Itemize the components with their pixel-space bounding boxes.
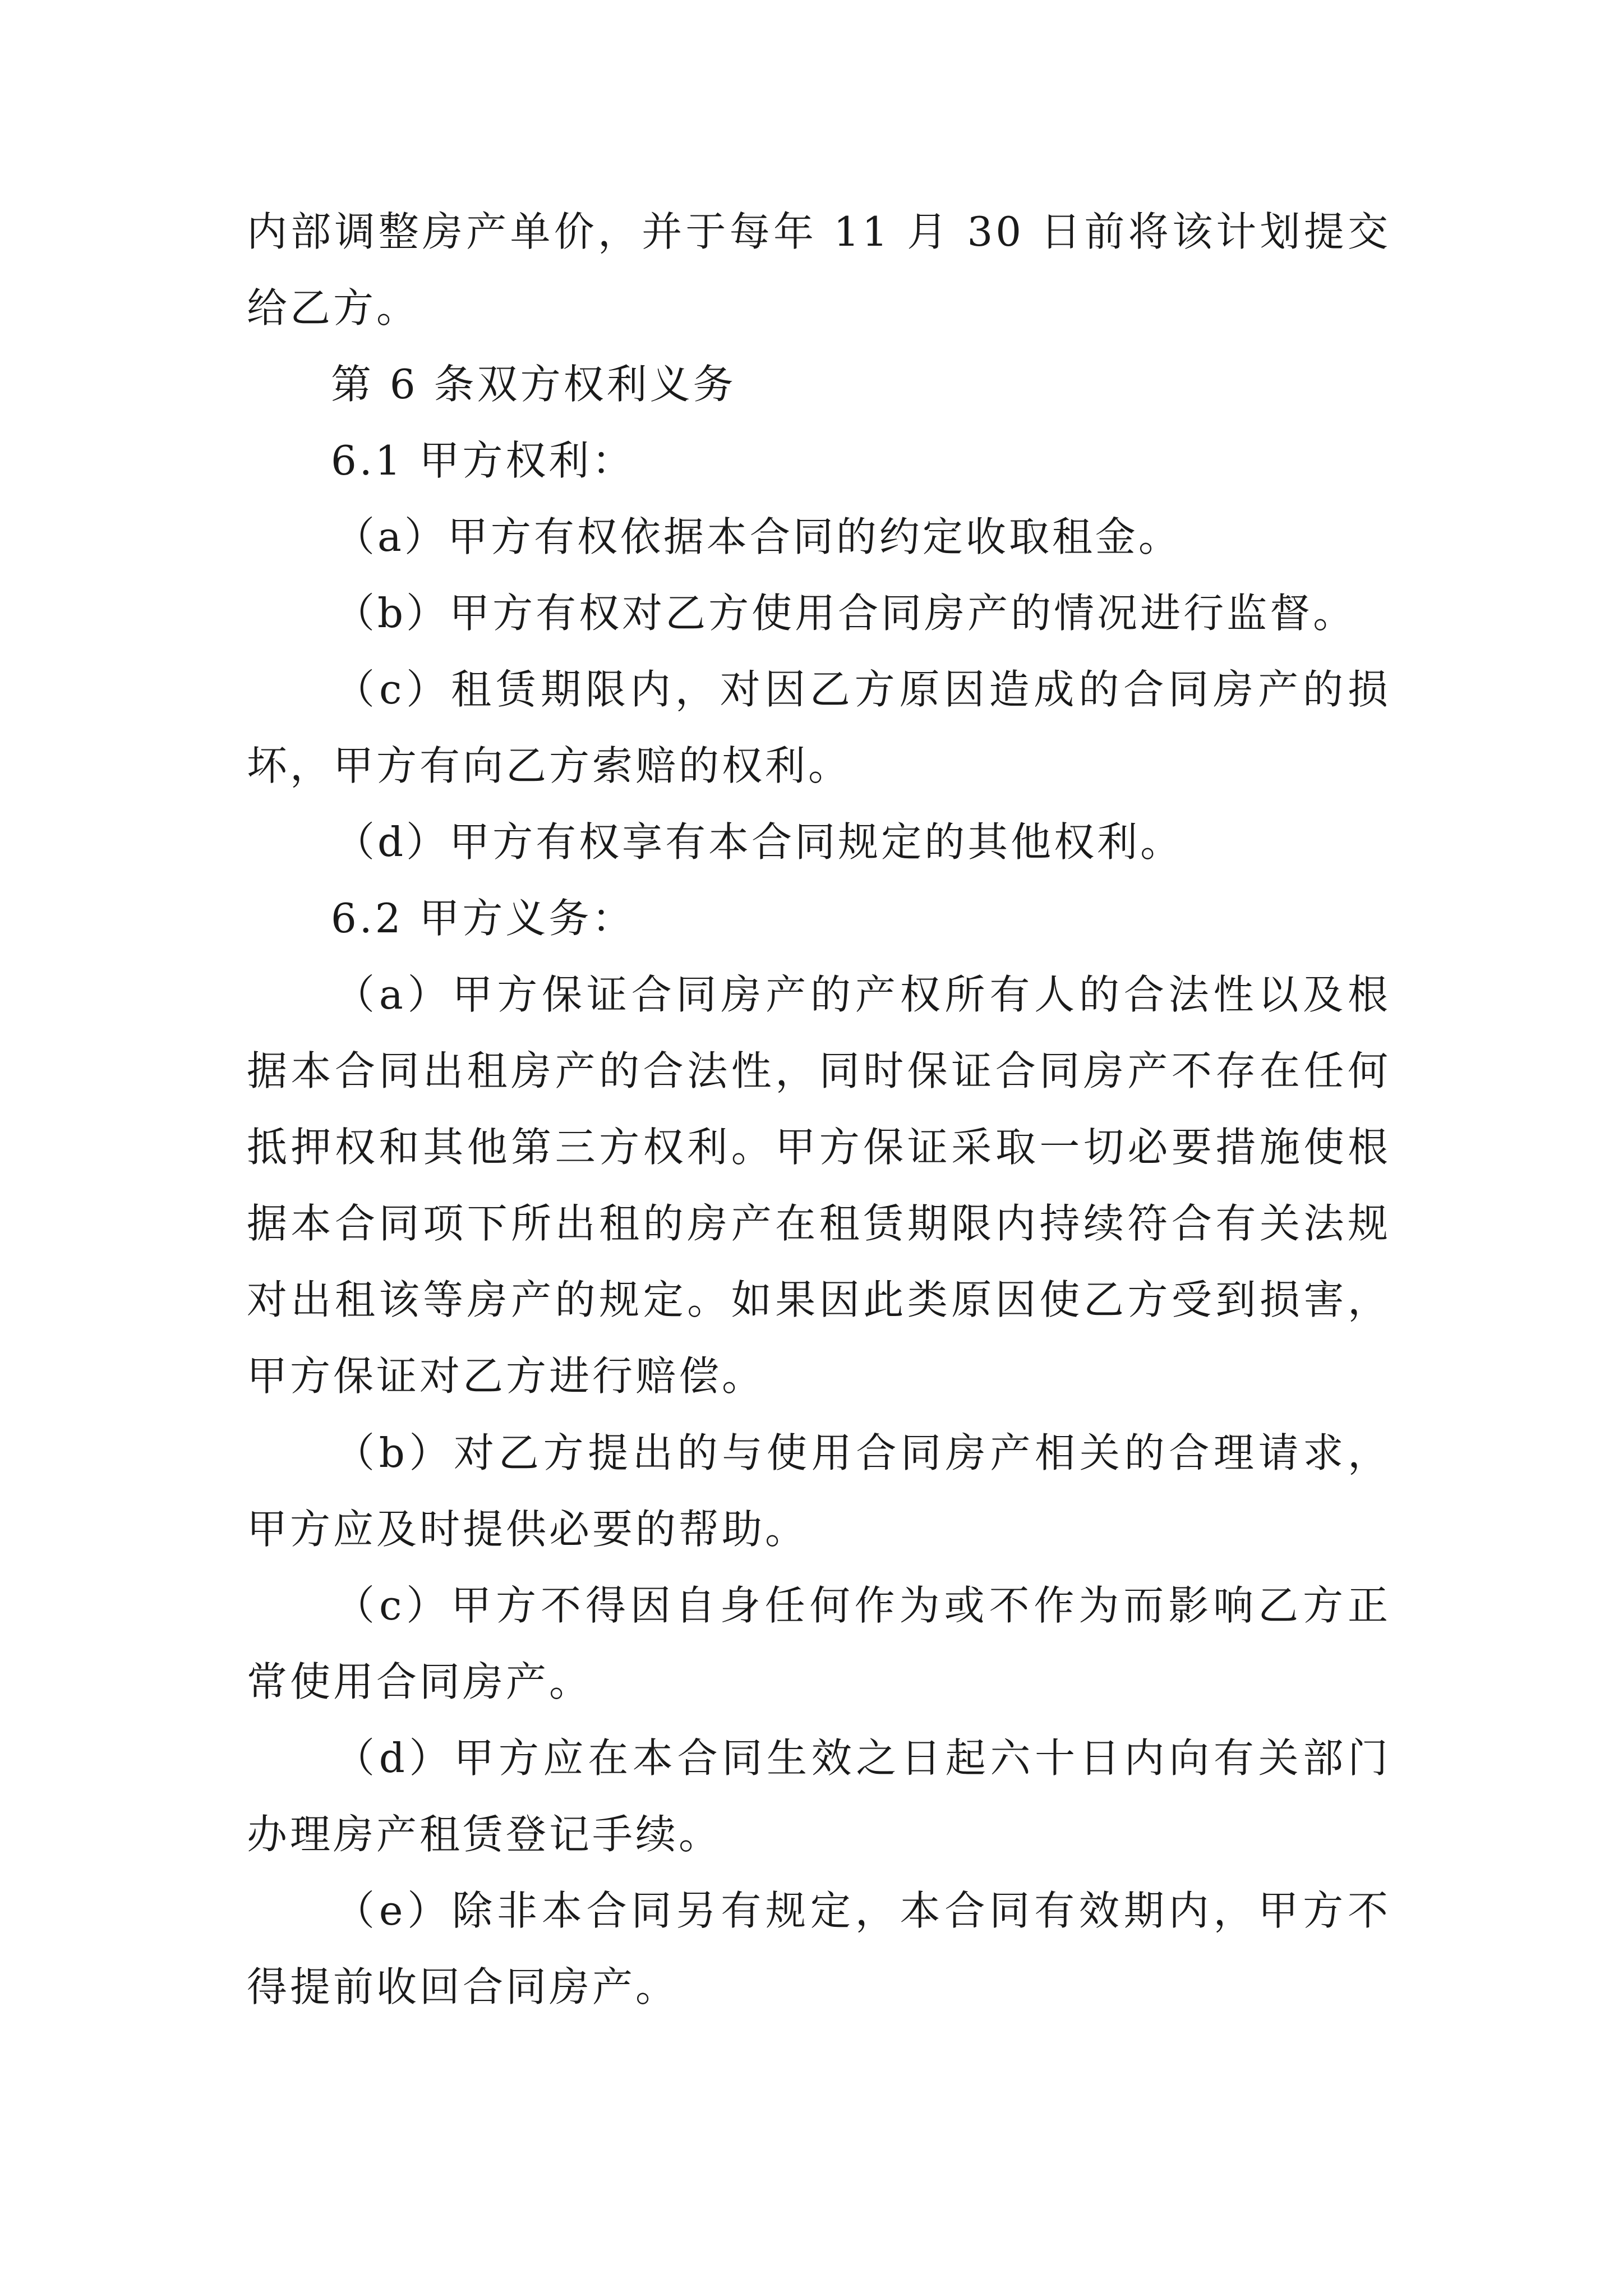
section-6-1-heading: 6.1 甲方权利： [331, 437, 635, 484]
clause-6-2-e: （e）除非本合同另有规定，本合同有效期内，甲方不得提前收回合同房产。 [247, 1887, 1391, 2010]
clause-6-2-a: （a）甲方保证合同房产的产权所有人的合法性以及根据本合同出租房产的合法性，同时保证合同房产不存在任何抵押权和其他第三方权利。甲方保证采取一切必要措施使根据本合同项下所出租的房产在租赁期限内持续符合有关法规对出租该等房产的规定。如果因此类原因使乙方受到损害，甲方保证对乙方进行赔偿。 [247, 971, 1391, 1400]
clause-6-1-a: （a）甲方有权依据本合同的约定收取租金。 [334, 513, 1182, 560]
paragraph-continuation: 内部调整房产单价，并于每年 11 月 30 日前将该计划提交给乙方。 [247, 208, 1391, 332]
clause-6-1-d: （d）甲方有权享有本合同规定的其他权利。 [334, 818, 1184, 866]
section-6-2-heading: 6.2 甲方义务： [331, 895, 635, 942]
clause-6-1-c: （c）租赁期限内，对因乙方原因造成的合同房产的损坏，甲方有向乙方索赔的权利。 [247, 666, 1391, 789]
clause-6-2-b: （b）对乙方提出的与使用合同房产相关的合理请求，甲方应及时提供必要的帮助。 [247, 1429, 1391, 1553]
clause-6-2-c: （c）甲方不得因自身任何作为或不作为而影响乙方正常使用合同房产。 [247, 1582, 1391, 1705]
clause-6-2-d: （d）甲方应在本合同生效之日起六十日内向有关部门办理房产租赁登记手续。 [247, 1734, 1391, 1858]
article-6-heading: 第 6 条双方权利义务 [331, 361, 736, 408]
clause-6-1-b: （b）甲方有权对乙方使用合同房产的情况进行监督。 [334, 590, 1357, 637]
